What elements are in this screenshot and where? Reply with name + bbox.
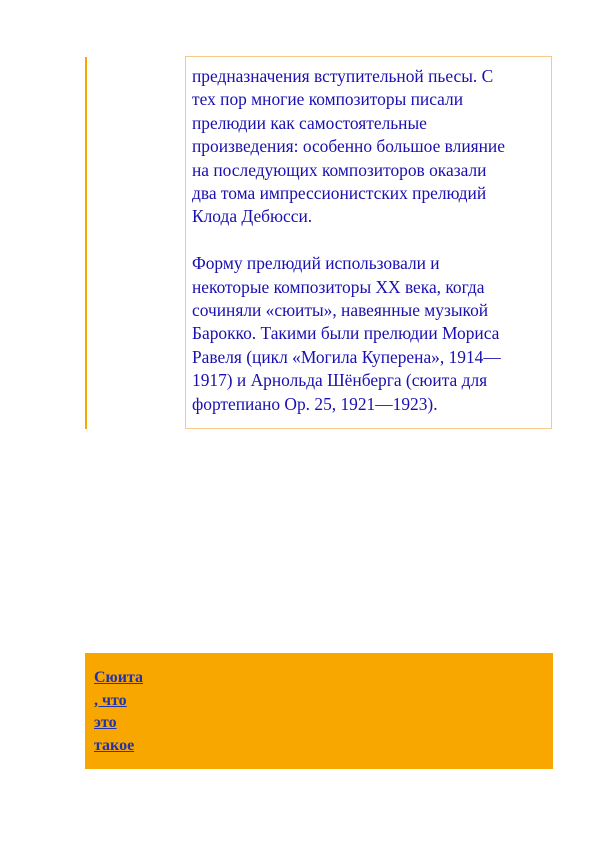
text-block — [185, 56, 552, 429]
left-margin-rule — [85, 57, 87, 429]
paragraph-prelude-history: предназначения вступительной пьесы. С тех пор многие композиторы писали прелюдии как самостоятельные произведения: особенно большое влияние на последующих композиторов оказали два тома импрессионистских прелюдий Клода Дебюсси. — [192, 66, 505, 227]
suite-link[interactable]: Сюита , что это такое — [94, 669, 144, 754]
paragraph-prelude-20th-century: Форму прелюдий использовали и некоторые композиторы XX века, когда сочиняли «сюиты», навеянные музыкой Барокко. Такими были прелюдии Мориса Равеля (цикл «Могила Куперена», 1914— 1917) и Арнольда Шёнберга (сюита для фортепиано Ор. 25, 1921—1923). — [192, 253, 501, 414]
orange-banner — [85, 653, 553, 769]
